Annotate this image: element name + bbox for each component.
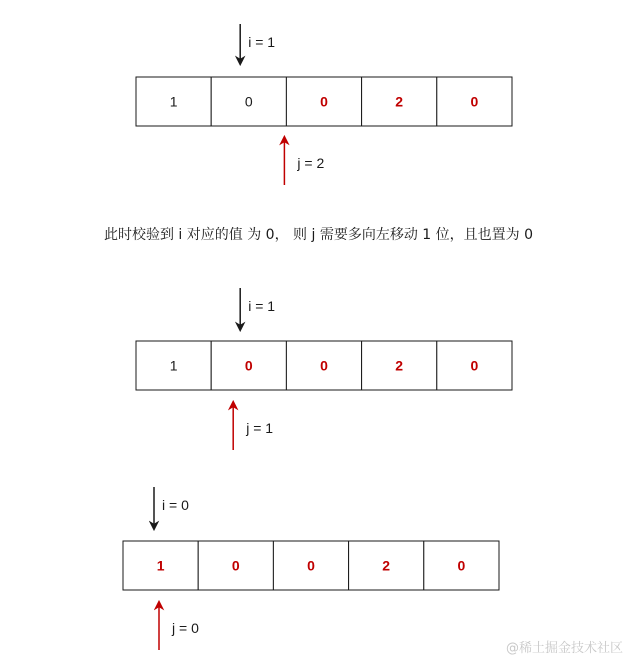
array-cell-value: 0 [320,93,328,110]
array-cell-value: 2 [382,557,391,574]
array-cell-value: 0 [470,93,479,110]
i-pointer-label: i = 1 [248,298,276,314]
array-cell-value: 0 [244,93,253,110]
i-pointer-label: i = 0 [162,497,189,513]
step-caption: 此时校验到 i 对应的值 为 0， 则 j 需要多向左移动 1 位，且也置为 0 [103,227,533,243]
array-cell-value: 0 [244,357,253,374]
array-cell-value: 1 [156,557,165,574]
array-cell-value: 2 [395,357,404,374]
array-cell-value: 1 [169,93,178,110]
array-cell-value: 0 [307,557,315,574]
j-pointer-label: j = 1 [246,420,274,436]
watermark-text: @稀土掘金技术社区 [505,641,623,656]
i-pointer-label: i = 1 [248,34,276,50]
j-pointer-label: j = 0 [172,620,199,636]
array-cell-value: 1 [169,357,178,374]
array-cell-value: 0 [457,557,466,574]
j-pointer-label: j = 2 [297,155,325,171]
array-cell-value: 0 [320,357,328,374]
array-cell-value: 2 [395,93,404,110]
array-cell-value: 0 [231,557,240,574]
array-cell-value: 0 [470,357,479,374]
